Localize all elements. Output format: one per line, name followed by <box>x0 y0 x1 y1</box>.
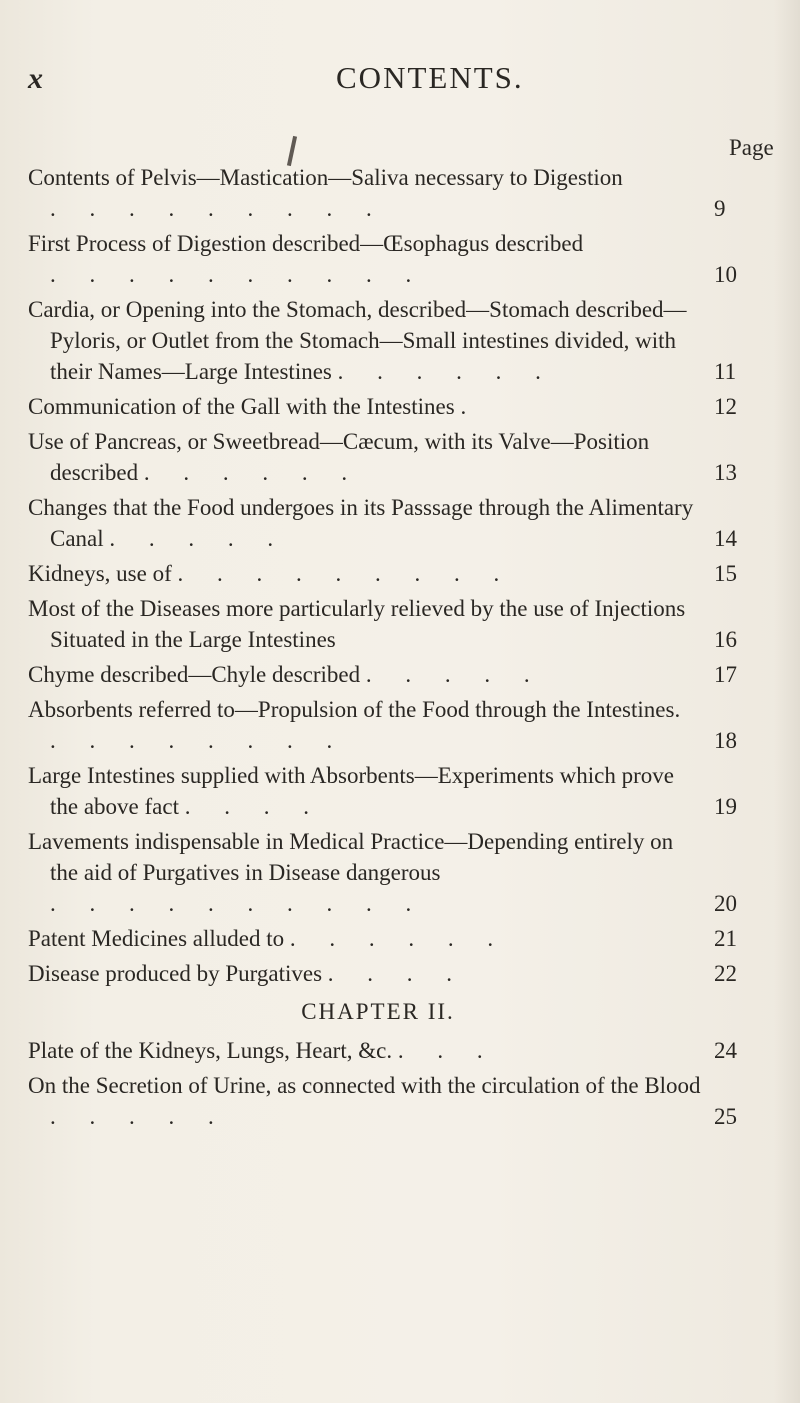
contents-entry <box>28 694 768 756</box>
entry-text: Kidneys, use of <box>28 561 172 586</box>
page-header <box>0 60 800 100</box>
entry-leader: . . . . . . <box>337 359 555 384</box>
contents-entry <box>28 162 768 224</box>
chapter-heading: CHAPTER II. <box>301 999 455 1024</box>
entry-text: Most of the Diseases more particularly relieved by the use of Injections Situated in the Large Intestines <box>28 596 686 652</box>
entry-page-number: 15 <box>714 561 737 586</box>
entry-leader: . . . . <box>327 961 467 986</box>
entry-text: Communication of the Gall with the Intestines <box>28 394 455 419</box>
contents-entry <box>28 659 768 690</box>
entry-page-number: 22 <box>714 961 737 986</box>
entry-leader: . . . . <box>184 794 323 819</box>
entry-leader: . . . . . . . . . . <box>50 262 426 287</box>
contents-entry <box>28 593 768 655</box>
entry-text: Patent Medicines alluded to <box>28 926 285 951</box>
entry-page-number: 11 <box>714 359 737 384</box>
entry-page-number: 25 <box>714 1104 737 1129</box>
contents-entry <box>28 294 768 387</box>
entry-page-number: 20 <box>714 891 737 916</box>
entry-text: Contents of Pelvis—Mastication—Saliva necessary to Digestion <box>28 165 623 190</box>
entry-text: Cardia, or Opening into the Stomach, described—Stomach described—Pyloris, or Outlet from the Stomach—Small intestines divided, with their Names—Large Intestines <box>28 297 687 384</box>
entry-leader: . . . . . <box>109 526 288 551</box>
entry-page-number: 10 <box>714 262 737 287</box>
running-head: CONTENTS. <box>336 60 524 95</box>
contents-entry <box>28 558 768 589</box>
contents-entry <box>28 426 768 488</box>
entry-leader: . . . . . <box>50 1104 228 1129</box>
entry-leader: . . . . . . <box>143 460 362 485</box>
contents-entry <box>28 492 768 554</box>
entry-text: Chyme described—Chyle described <box>28 662 361 687</box>
entry-leader: . . . . . . <box>289 926 508 951</box>
entry-text: Changes that the Food undergoes in its Passsage through the Alimentary Canal <box>28 495 694 551</box>
entry-leader: . . . . . <box>365 662 544 687</box>
entry-text: Plate of the Kidneys, Lungs, Heart, &c. <box>28 1038 393 1063</box>
entry-leader: . . . . . . . . . <box>50 196 386 221</box>
entry-leader: . <box>460 394 481 419</box>
contents-entry <box>28 826 768 919</box>
entry-text: On the Secretion of Urine, as connected with the circulation of the Blood <box>28 1073 701 1098</box>
entry-page-number: 18 <box>714 728 737 753</box>
entry-page-number: 24 <box>714 1038 737 1063</box>
entry-page-number: 17 <box>714 662 737 687</box>
contents-entry <box>28 1035 768 1066</box>
contents-entry <box>28 228 768 290</box>
entry-text: Lavements indispensable in Medical Practice—Depending entirely on the aid of Purgatives in Disease dangerous <box>28 829 674 885</box>
entry-leader: . . . . . . . . . <box>177 561 514 586</box>
entry-page-number: 12 <box>714 394 737 419</box>
contents-entry <box>28 391 768 422</box>
entry-leader: . . . . . . . . . . <box>50 891 426 916</box>
contents-entry <box>28 958 768 989</box>
folio-number: x <box>28 62 44 95</box>
entry-page-number: 16 <box>714 627 737 652</box>
entry-text: Disease produced by Purgatives <box>28 961 323 986</box>
entry-text: First Process of Digestion described—Œsophagus described <box>28 231 584 256</box>
page-edge-shadow <box>774 0 800 1403</box>
entry-page-number: 13 <box>714 460 737 485</box>
contents-entry <box>28 1070 768 1132</box>
entry-leader: . . . . . . . . <box>50 728 347 753</box>
entry-text: Use of Pancreas, or Sweetbread—Cæcum, with its Valve—Position described <box>28 429 650 485</box>
entry-page-number: 9 <box>714 196 726 221</box>
contents-entry <box>28 760 768 822</box>
entry-text: Large Intestines supplied with Absorbents—Experiments which prove the above fact <box>28 763 675 819</box>
entry-text: Absorbents referred to—Propulsion of the Food through the Intestines. <box>28 697 681 722</box>
contents-list <box>28 162 768 1136</box>
entry-leader: . . . <box>397 1038 497 1063</box>
page-column-label: Page <box>729 135 774 160</box>
entry-page-number: 21 <box>714 926 737 951</box>
contents-entry <box>28 923 768 954</box>
entry-page-number: 19 <box>714 794 737 819</box>
entry-page-number: 14 <box>714 526 737 551</box>
